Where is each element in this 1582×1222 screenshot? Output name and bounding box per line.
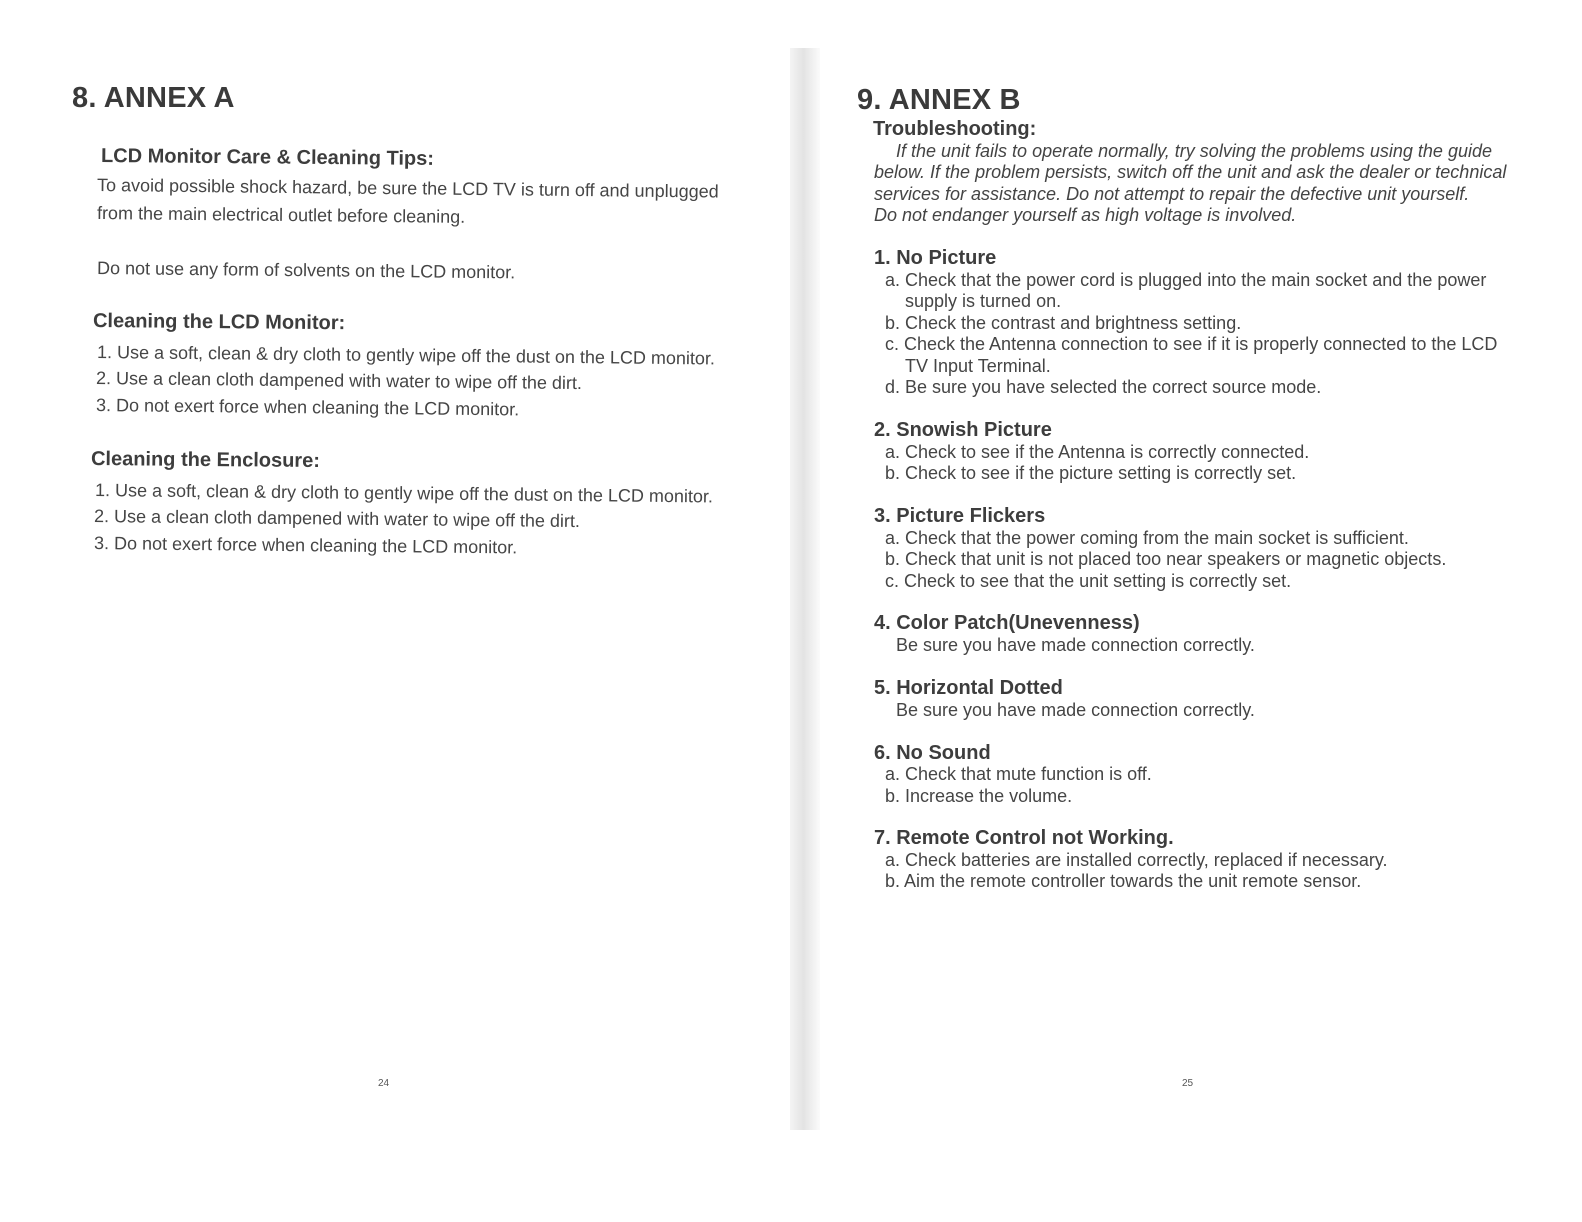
- intro-line: If the unit fails to operate normally, try solving the problems using the guide: [896, 141, 1492, 161]
- section-line: b. Check that unit is not placed too near speakers or magnetic objects.: [885, 549, 1447, 569]
- section-heading-picture-flickers: 3. Picture Flickers: [874, 505, 1046, 527]
- intro-line: below. If the problem persists, switch off the unit and ask the dealer or technical: [874, 162, 1507, 182]
- section-line: b. Aim the remote controller towards the unit remote sensor.: [885, 871, 1362, 891]
- page-right: [800, 0, 1582, 1222]
- section-heading-no-sound: 6. No Sound: [874, 742, 991, 764]
- section-line: a. Check to see if the Antenna is correctly connected.: [885, 442, 1310, 462]
- section-heading-horizontal-dotted: 5. Horizontal Dotted: [874, 677, 1063, 699]
- section-heading-no-picture: 1. No Picture: [874, 247, 997, 269]
- page-number-right: 25: [1182, 1078, 1194, 1089]
- enclosure-list-item: 3. Do not exert force when cleaning the LCD monitor.: [93, 533, 518, 558]
- enclosure-list-item: 1. Use a soft, clean & dry cloth to gently wipe off the dust on the LCD monitor.: [94, 480, 714, 507]
- section-line: b. Check to see if the picture setting is correctly set.: [885, 463, 1297, 483]
- section-line: b. Increase the volume.: [885, 786, 1073, 806]
- section-line: a. Check that mute function is off.: [885, 764, 1152, 784]
- intro-line: services for assistance. Do not attempt to repair the defective unit yourself.: [874, 184, 1470, 204]
- section-line: TV Input Terminal.: [905, 356, 1051, 376]
- section-line: c. Check to see that the unit setting is correctly set.: [885, 571, 1292, 591]
- section-line: a. Check batteries are installed correctly, replaced if necessary.: [885, 850, 1388, 870]
- annex-a-title: 8. ANNEX A: [72, 82, 235, 114]
- care-text-line-1: To avoid possible shock hazard, be sure the LCD TV is turn off and unplugged: [96, 175, 719, 202]
- page-number-left: 24: [378, 1078, 390, 1089]
- section-line: Be sure you have made connection correctly.: [896, 635, 1255, 655]
- section-line: supply is turned on.: [905, 291, 1062, 311]
- section-heading-remote-control: 7. Remote Control not Working.: [874, 827, 1174, 849]
- annex-b-title: 9. ANNEX B: [857, 84, 1021, 116]
- care-text-solvents: Do not use any form of solvents on the LCD monitor.: [96, 258, 516, 283]
- care-tips-heading: LCD Monitor Care & Cleaning Tips:: [100, 145, 435, 170]
- monitor-list-item: 2. Use a clean cloth dampened with water to wipe off the dirt.: [95, 368, 583, 394]
- cleaning-enclosure-heading: Cleaning the Enclosure:: [90, 448, 321, 472]
- monitor-list-item: 3. Do not exert force when cleaning the LCD monitor.: [95, 395, 520, 420]
- section-line: c. Check the Antenna connection to see if it is properly connected to the LCD: [885, 334, 1498, 354]
- section-line: b. Check the contrast and brightness setting.: [885, 313, 1242, 333]
- section-line: Be sure you have made connection correctly.: [896, 700, 1255, 720]
- care-text-line-2: from the main electrical outlet before cleaning.: [96, 203, 466, 227]
- section-line: d. Be sure you have selected the correct source mode.: [885, 377, 1322, 397]
- section-heading-color-patch: 4. Color Patch(Unevenness): [874, 612, 1140, 634]
- troubleshooting-heading: Troubleshooting:: [873, 118, 1037, 140]
- section-line: a. Check that the power coming from the main socket is sufficient.: [885, 528, 1409, 548]
- section-line: a. Check that the power cord is plugged into the main socket and the power: [885, 270, 1487, 290]
- cleaning-monitor-heading: Cleaning the LCD Monitor:: [92, 310, 346, 335]
- monitor-list-item: 1. Use a soft, clean & dry cloth to gently wipe off the dust on the LCD monitor.: [96, 342, 716, 369]
- intro-line: Do not endanger yourself as high voltage is involved.: [874, 205, 1297, 225]
- enclosure-list-item: 2. Use a clean cloth dampened with water to wipe off the dirt.: [93, 506, 581, 532]
- section-heading-snowish-picture: 2. Snowish Picture: [874, 419, 1052, 441]
